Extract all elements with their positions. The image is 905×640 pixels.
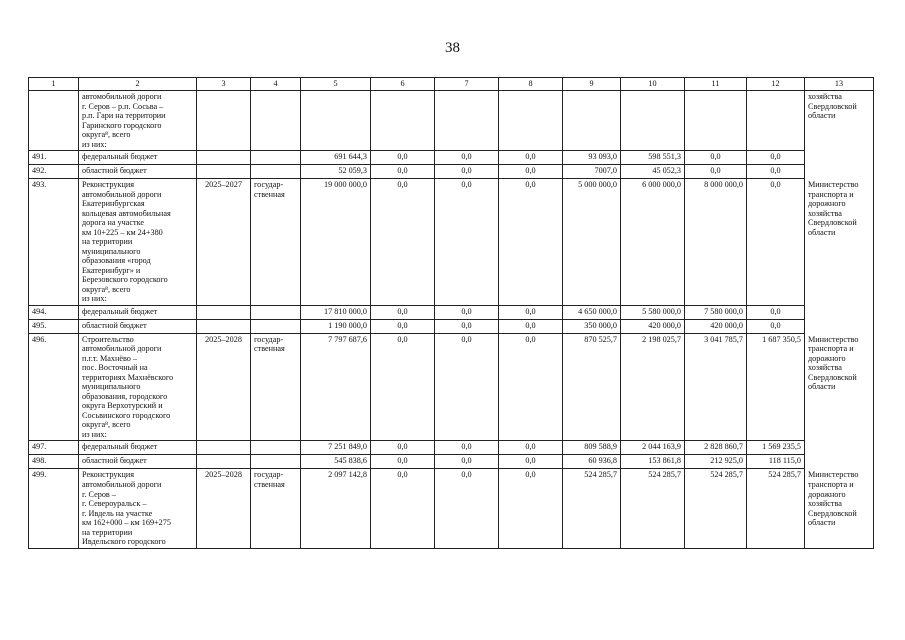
period: 2025–2028 <box>197 333 251 441</box>
ownership-type: государ- ственная <box>251 469 301 548</box>
col-header: 13 <box>805 78 874 91</box>
col-header: 12 <box>747 78 805 91</box>
col-header: 7 <box>435 78 499 91</box>
table-row: 491. федеральный бюджет 691 644,3 0,0 0,0 0,0 93 093,0 598 551,3 0,0 0,0 <box>29 151 874 165</box>
responsible-agency: Министерство транспорта и дорожного хозяйства Свердловской области <box>805 179 874 334</box>
page-number: 38 <box>445 40 460 56</box>
table-row <box>29 91 874 151</box>
ownership-type: государ- ственная <box>251 333 301 441</box>
project-name: Реконструкция автомобильной дороги Екатеринбургская кольцевая автомобильная дорога на участке км 10+225 – км 24+380 на территории муниципального образования «город Екатеринбург» и Березовского городского округа⁸, всего из них: <box>79 179 197 306</box>
header-row <box>29 78 874 91</box>
table-row: 498. областной бюджет 545 838,6 0,0 0,0 0,0 60 936,8 153 861,8 212 925,0 118 115,0 <box>29 455 874 469</box>
col-header: 1 <box>29 78 79 91</box>
col-header: 3 <box>197 78 251 91</box>
table-row: 492. областной бюджет 52 059,3 0,0 0,0 0,0 7007,0 45 052,3 0,0 0,0 <box>29 165 874 179</box>
table-row: 495. областной бюджет 1 190 000,0 0,0 0,0 0,0 350 000,0 420 000,0 420 000,0 0,0 <box>29 319 874 333</box>
col-header: 2 <box>79 78 197 91</box>
col-header: 11 <box>685 78 747 91</box>
col-header: 8 <box>499 78 563 91</box>
table-row: 497. федеральный бюджет 7 251 849,0 0,0 0,0 0,0 809 588,9 2 044 163,9 2 828 860,7 1 569 235,5 <box>29 441 874 455</box>
table-row: 499. Реконструкция автомобильной дороги г. Серов – г. Североуральск – г. Ивдель на участке км 162+000 – км 169+275 на территории Ивдельского городского 2025–2028 государ- ственная 2 097 142,8 0,0 0,0 0,0 524 285,7 524 285,7 524 285,7 524 285,7 Министерство транспорта и дорожного хозяйства Свердловской области <box>29 469 874 548</box>
col-header: 5 <box>301 78 371 91</box>
project-name: Реконструкция автомобильной дороги г. Серов – г. Североуральск – г. Ивдель на участке км 162+000 – км 169+275 на территории Ивдельского городского <box>79 469 197 548</box>
project-name: Строительство автомобильной дороги п.г.т. Махнёво – пос. Восточный на территориях Махнёвского муниципального образования, городского округа Верхотурский и Сосьвинского городского округа⁸, всего из них: <box>79 333 197 441</box>
col-header: 9 <box>563 78 621 91</box>
table-row: 494. федеральный бюджет 17 810 000,0 0,0 0,0 0,0 4 650 000,0 5 580 000,0 7 580 000,0 0,0 <box>29 305 874 319</box>
budget-table <box>28 77 874 549</box>
responsible-agency: хозяйства Свердловской области <box>805 91 874 179</box>
responsible-agency: Министерство транспорта и дорожного хозяйства Свердловской области <box>805 333 874 469</box>
project-name: автомобильной дороги г. Серов – р.п. Сосьва – р.п. Гари на территории Гаринского городского округа⁸, всего из них: <box>79 91 197 151</box>
period: 2025–2027 <box>197 179 251 306</box>
col-header: 10 <box>621 78 685 91</box>
table-row: 496. Строительство автомобильной дороги п.г.т. Махнёво – пос. Восточный на территориях Махнёвского муниципального образования, городского округа Верхотурский и Сосьвинского городского округа⁸, всего из них: 2025–2028 государ- ственная 7 797 687,6 0,0 0,0 0,0 870 525,7 2 198 025,7 3 041 785,7 1 687 350,5 Министерство транспорта и дорожного хозяйства Свердловской области <box>29 333 874 441</box>
table-row: 493. Реконструкция автомобильной дороги Екатеринбургская кольцевая автомобильная дорога на участке км 10+225 – км 24+380 на территории муниципального образования «город Екатеринбург» и Березовского городского округа⁸, всего из них: 2025–2027 государ- ственная 19 000 000,0 0,0 0,0 0,0 5 000 000,0 6 000 000,0 8 000 000,0 0,0 Министерство транспорта и дорожного хозяйства Свердловской области <box>29 179 874 306</box>
period: 2025–2028 <box>197 469 251 548</box>
col-header: 6 <box>371 78 435 91</box>
responsible-agency: Министерство транспорта и дорожного хозяйства Свердловской области <box>805 469 874 548</box>
col-header: 4 <box>251 78 301 91</box>
ownership-type: государ- ственная <box>251 179 301 306</box>
